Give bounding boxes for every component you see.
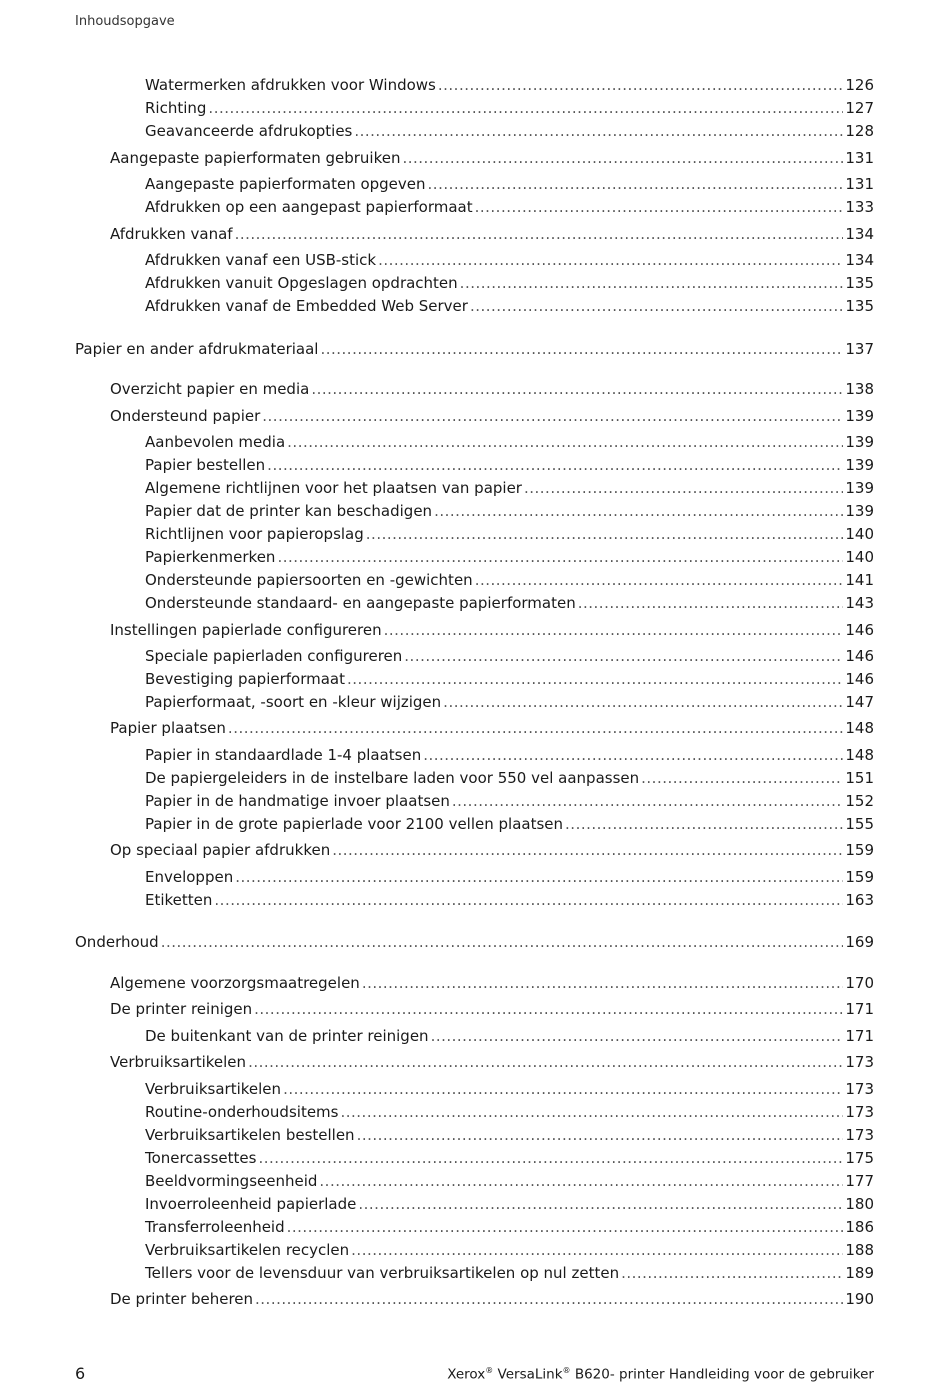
toc-entry-title: Overzicht papier en media [110,380,310,398]
toc-entry-title: Richtlijnen voor papieropslag [145,525,364,543]
toc-entry [145,570,874,590]
dot-leader [578,593,844,613]
dot-leader [277,547,843,567]
toc-entry-title: Papierformaat, -soort en -kleur wijzigen [145,693,442,711]
toc-entry-title: De printer beheren [110,1290,254,1308]
toc-entry-title: Instellingen papierlade configureren [110,621,382,639]
dot-leader [332,840,843,860]
toc-entry-title: Transferroleenheid [145,1218,285,1236]
toc-entry-page: 177 [845,1172,874,1190]
toc-entry-page: 148 [845,719,874,737]
toc-entry-page: 139 [845,479,874,497]
dot-leader [283,1079,843,1099]
toc-entry [110,718,874,738]
footer-rest: B620- printer Handleiding voor de gebruiker [570,1366,874,1383]
toc-entry-page: 169 [845,933,874,951]
footer-title [447,1366,874,1383]
dot-leader [470,296,843,316]
toc-entry [110,999,874,1019]
dot-leader [460,273,844,293]
toc-entry [145,669,874,689]
toc-entry [145,75,874,95]
toc-entry-title: Papier in standaardlade 1-4 plaatsen [145,746,422,764]
toc-entry-title: Geavanceerde afdrukopties [145,122,353,140]
toc-entry [75,339,874,359]
toc-entry-title: Afdrukken vanaf een USB-stick [145,251,377,269]
dot-leader [262,406,843,426]
toc-entry-title: Aangepaste papierformaten gebruiken [110,149,401,167]
dot-leader [402,148,843,168]
dot-leader [235,224,844,244]
toc-entry [145,478,874,498]
toc-entry-title: Papier in de grote papierlade voor 2100 vellen plaatsen [145,815,564,833]
toc-entry-title: Papier plaatsen [110,719,226,737]
toc-entry-title: Op speciaal papier afdrukken [110,841,331,859]
dot-leader [378,250,843,270]
dot-leader [228,718,843,738]
registered-mark: ® [562,1366,571,1375]
toc-entry [110,224,874,244]
dot-leader [621,1263,843,1283]
toc-entry-page: 139 [845,433,874,451]
toc-entry [145,432,874,452]
dot-leader [347,669,843,689]
toc-entry-title: Verbruiksartikelen bestellen [145,1126,355,1144]
toc-entry-title: Verbruiksartikelen [110,1053,247,1071]
toc-entry [145,296,874,316]
dot-leader [267,455,843,475]
toc-entry-page: 159 [845,868,874,886]
dot-leader [475,570,844,590]
toc-entry [145,890,874,910]
dot-leader [565,814,843,834]
dot-leader [423,745,843,765]
toc-entry-title: Etiketten [145,891,213,909]
toc-entry [145,98,874,118]
toc-entry [145,1217,874,1237]
toc-entry-title: Speciale papierladen configureren [145,647,403,665]
toc-entry-page: 133 [845,198,874,216]
toc-entry-title: Tellers voor de levensduur van verbruiksartikelen op nul zetten [145,1264,620,1282]
toc-entry [145,250,874,270]
toc-entry-page: 148 [845,746,874,764]
toc-entry [145,814,874,834]
registered-mark: ® [485,1366,494,1375]
toc-entry-page: 139 [845,502,874,520]
toc-entry-title: Afdrukken vanuit Opgeslagen opdrachten [145,274,458,292]
toc-entry-page: 155 [845,815,874,833]
toc-entry [145,768,874,788]
toc-entry [145,1148,874,1168]
toc-entry-page: 139 [845,407,874,425]
toc-entry-title: Aangepaste papierformaten opgeven [145,175,426,193]
toc-entry-page: 171 [845,1027,874,1045]
toc-entry-title: Afdrukken vanaf de Embedded Web Server [145,297,468,315]
toc-entry [110,840,874,860]
toc-entry-title: Richting [145,99,207,117]
toc-entry-page: 131 [845,175,874,193]
toc-entry-title: Verbruiksartikelen recyclen [145,1241,350,1259]
footer-brand-xerox: Xerox [447,1366,486,1383]
toc-entry-page: 131 [845,149,874,167]
toc-entry-page: 152 [845,792,874,810]
toc-entry-page: 127 [845,99,874,117]
toc-entry-title: Routine-onderhoudsitems [145,1103,339,1121]
toc-entry-title: Bevestiging papierformaat [145,670,346,688]
toc-entry-page: 135 [845,274,874,292]
toc-entry-page: 189 [845,1264,874,1282]
dot-leader [287,1217,844,1237]
toc-entry-page: 173 [845,1053,874,1071]
toc-entry [145,692,874,712]
toc-entry [145,455,874,475]
footer-brand-versalink: VersaLink [493,1366,563,1383]
toc-entry [110,1289,874,1309]
toc-entry-page: 134 [845,225,874,243]
toc-entry [145,197,874,217]
toc-entry-page: 134 [845,251,874,269]
dot-leader [358,1194,843,1214]
dot-leader [320,339,843,359]
toc-entry [110,1052,874,1072]
dot-leader [319,1171,843,1191]
toc-entry [145,1125,874,1145]
toc-entry [145,174,874,194]
toc-entry-page: 173 [845,1103,874,1121]
dot-leader [235,867,843,887]
dot-leader [248,1052,843,1072]
toc-entry-title: Aanbevolen media [145,433,286,451]
toc-entry-title: Papier bestellen [145,456,266,474]
toc-entry-page: 190 [845,1290,874,1308]
dot-leader [287,432,843,452]
toc-entry-page: 146 [845,647,874,665]
toc-entry-title: De papiergeleiders in de instelbare laden voor 550 vel aanpassen [145,769,640,787]
toc-entry-title: Ondersteund papier [110,407,261,425]
dot-leader [475,197,844,217]
toc-entry [145,1171,874,1191]
toc-entry-page: 143 [845,594,874,612]
toc-entry-title: De printer reinigen [110,1000,253,1018]
toc-entry [145,593,874,613]
toc-entry [145,867,874,887]
toc-entry-title: Algemene richtlijnen voor het plaatsen van papier [145,479,522,497]
toc-entry-page: 147 [845,693,874,711]
toc-entry-page: 146 [845,621,874,639]
toc-entry-page: 141 [845,571,874,589]
toc-entry-title: Beeldvormingseenheid [145,1172,318,1190]
toc-entry-page: 135 [845,297,874,315]
dot-leader [443,692,843,712]
toc-entry-page: 140 [845,548,874,566]
dot-leader [258,1148,843,1168]
toc-entry [110,973,874,993]
toc-entry-page: 188 [845,1241,874,1259]
toc-entry-page: 175 [845,1149,874,1167]
toc-entry [145,1079,874,1099]
toc-entry [145,121,874,141]
toc-entry [145,1240,874,1260]
dot-leader [384,620,844,640]
toc-entry-page: 137 [845,340,874,358]
toc-entry-page: 138 [845,380,874,398]
toc-entry-page: 180 [845,1195,874,1213]
dot-leader [354,121,843,141]
toc-entry-title: Tonercassettes [145,1149,257,1167]
toc-entry-page: 140 [845,525,874,543]
toc-entry-page: 159 [845,841,874,859]
toc-entry-page: 146 [845,670,874,688]
page-number: 6 [75,1364,86,1383]
dot-leader [357,1125,844,1145]
toc-entry-title: Watermerken afdrukken voor Windows [145,76,436,94]
toc-entry-title: Invoerroleenheid papierlade [145,1195,357,1213]
toc-entry-title: Verbruiksartikelen [145,1080,282,1098]
toc-entry [145,273,874,293]
toc-entry [145,1026,874,1046]
toc-entry-page: 170 [845,974,874,992]
toc-entry-title: Ondersteunde standaard- en aangepaste papierformaten [145,594,576,612]
toc-entry-title: Papierkenmerken [145,548,276,566]
toc-entry [110,148,874,168]
dot-leader [208,98,843,118]
toc-entry-page: 173 [845,1126,874,1144]
dot-leader [311,379,843,399]
toc-entry-page: 128 [845,122,874,140]
running-header: Inhoudsopgave [75,14,175,29]
toc-entry-page: 171 [845,1000,874,1018]
toc-entry-page: 163 [845,891,874,909]
dot-leader [255,1289,843,1309]
toc-entry-title: Papier dat de printer kan beschadigen [145,502,433,520]
dot-leader [362,973,844,993]
toc-entry [75,932,874,952]
toc-entry-title: Onderhoud [75,933,159,951]
dot-leader [366,524,844,544]
toc-entry-title: Afdrukken op een aangepast papierformaat [145,198,473,216]
toc-entry [145,1263,874,1283]
toc-entry [110,620,874,640]
toc-entry [145,646,874,666]
toc-entry [110,406,874,426]
toc-entry [145,1194,874,1214]
dot-leader [214,890,843,910]
toc-entry [110,379,874,399]
toc-entry [145,745,874,765]
toc-entry [145,1102,874,1122]
toc-entry-page: 186 [845,1218,874,1236]
toc-entry-title: Algemene voorzorgsmaatregelen [110,974,360,992]
dot-leader [161,932,844,952]
toc-entry-title: Enveloppen [145,868,234,886]
toc-entry [145,524,874,544]
toc-entry [145,791,874,811]
toc-entry-title: Papier in de handmatige invoer plaatsen [145,792,450,810]
toc-entry [145,501,874,521]
dot-leader [438,75,843,95]
dot-leader [431,1026,844,1046]
dot-leader [452,791,843,811]
toc-entry-page: 173 [845,1080,874,1098]
toc-entry-title: Ondersteunde papiersoorten en -gewichten [145,571,473,589]
toc-entry-title: De buitenkant van de printer reinigen [145,1027,429,1045]
dot-leader [524,478,843,498]
toc-entry [145,547,874,567]
toc-entry-title: Afdrukken vanaf [110,225,233,243]
dot-leader [340,1102,843,1122]
dot-leader [351,1240,843,1260]
dot-leader [428,174,844,194]
dot-leader [404,646,843,666]
dot-leader [434,501,843,521]
toc-entry-title: Papier en ander afdrukmateriaal [75,340,319,358]
dot-leader [641,768,843,788]
dot-leader [254,999,843,1019]
toc-entry-page: 151 [845,769,874,787]
toc-entry-page: 126 [845,76,874,94]
toc-entry-page: 139 [845,456,874,474]
